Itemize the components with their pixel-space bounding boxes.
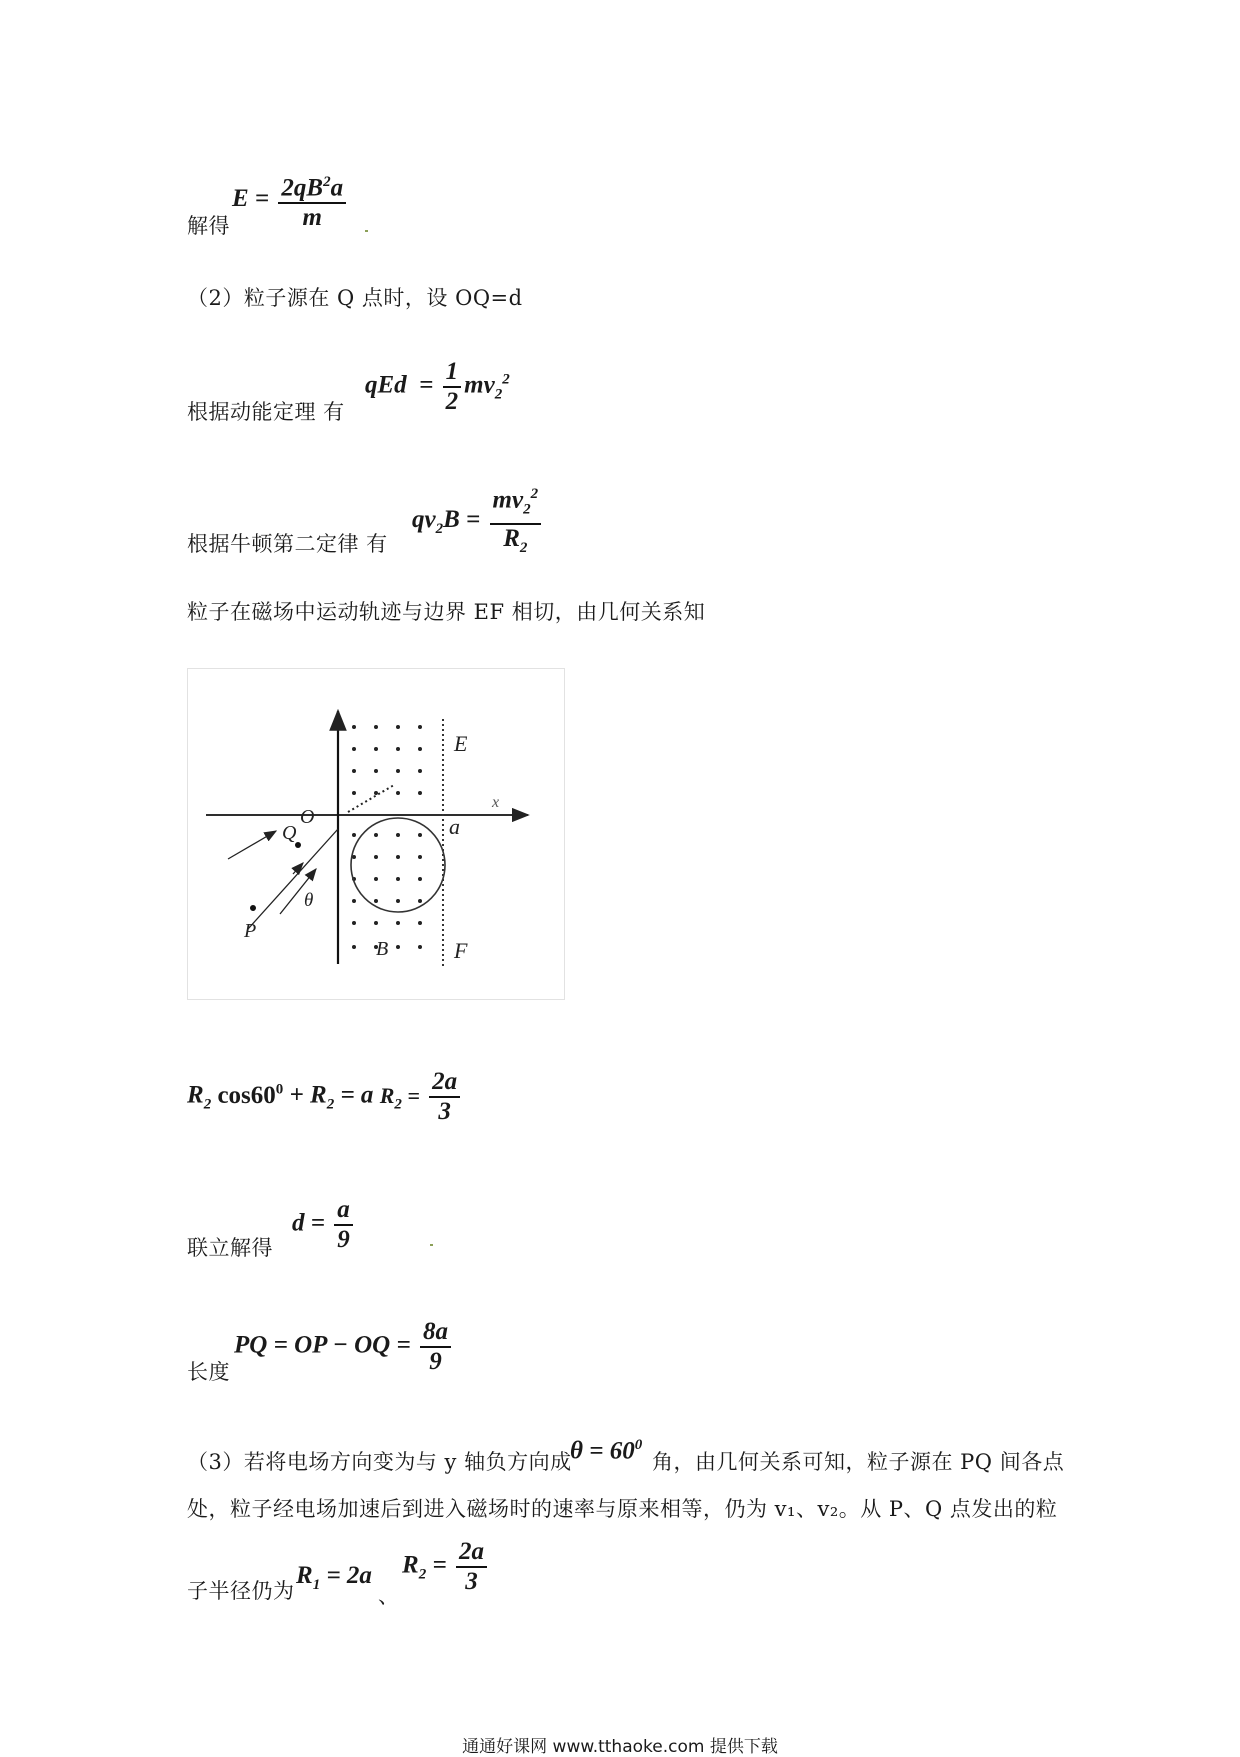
combine-label: 联立解得 [187,1236,273,1260]
label-theta: θ [304,890,314,911]
field-dot [418,877,422,881]
field-dot [374,725,378,729]
field-dot [374,877,378,881]
trajectory-circle [351,818,445,912]
field-dot [374,747,378,751]
label-q: Q [282,822,297,844]
tangent-text: 粒子在磁场中运动轨迹与边界 EF 相切，由几何关系知 [187,600,706,624]
field-dot [352,747,356,751]
field-dot [374,899,378,903]
artifact-mark-2 [430,1244,433,1246]
solve-label-1: 解得 [187,214,230,238]
field-dot [396,921,400,925]
field-dot [396,747,400,751]
label-e: E [454,731,468,756]
label-b: B [376,938,389,960]
field-dot [418,921,422,925]
radius-dotted [348,785,394,812]
equation-d: d = $\frac{a}{9}$ [292,1196,356,1254]
field-dot [374,769,378,773]
part3-line3: 子半径仍为 [187,1579,295,1603]
particle-line-2 [248,829,338,929]
physics-diagram [187,668,565,1000]
field-dot [374,921,378,925]
field-dot [374,855,378,859]
particle-line-1 [228,831,276,859]
field-dot [396,899,400,903]
footer-text: 通通好课网 www.tthaoke.com 提供下载 [462,1737,778,1757]
equation-kinetic: qEd = $\frac{1}{2}$ $mv_2^2$ [365,358,510,415]
equation-newton: $qv_2B$ = $\frac{mv_2^2}{R_2}$ [412,480,544,562]
part3-line1: （3）若将电场方向变为与 y 轴负方向成 [187,1450,572,1474]
field-dot [352,791,356,795]
field-dot [418,769,422,773]
part3-line2: 处，粒子经电场加速后到进入磁场时的速率与原来相等，仍为 v₁、v₂。从 P、Q 点发出的粒 [187,1497,1058,1521]
field-dot [396,945,400,949]
particle-line-2-head [293,863,303,874]
field-dot [396,855,400,859]
equation-r2-final: $R_2$ = $\frac{2a}{3}$ [402,1538,490,1596]
field-dot [418,855,422,859]
kinetic-theorem-label: 根据动能定理 有 [187,400,345,424]
field-dot [352,725,356,729]
field-dot [396,877,400,881]
field-dot [418,725,422,729]
equation-r1: $R_1 = 2a$ [296,1562,372,1593]
field-dot [418,791,422,795]
label-o: O [300,806,315,828]
field-dot [352,899,356,903]
part3-line1-end: 角，由几何关系可知，粒子源在 PQ 间各点 [652,1450,1065,1474]
equation-pq: PQ = OP − OQ = $\frac{8a}{9}$ [234,1318,454,1376]
newton-law-label: 根据牛顿第二定律 有 [187,532,388,556]
field-dot [396,769,400,773]
field-dot [396,833,400,837]
equation-geometry: $R_2$ $\cos 60^0 + R_2 = a$ $R_2$ = $\frac{2a}{3}$ [187,1068,463,1126]
equation-E: E = $\frac{2qB^2a}{m}$ [232,168,349,232]
field-dot [396,791,400,795]
field-dot [418,899,422,903]
part3-separator: 、 [378,1584,400,1608]
field-dot [374,791,378,795]
point-p [250,905,256,911]
label-a: a [449,814,460,839]
field-dot [418,945,422,949]
field-dot [352,921,356,925]
label-f: F [454,938,468,963]
artifact-mark [365,230,368,232]
label-p: P [244,920,257,942]
field-dot [418,747,422,751]
part2-intro: （2）粒子源在 Q 点时，设 OQ=d [187,286,523,310]
field-dot [418,833,422,837]
label-x: x [492,794,500,811]
field-dot [352,769,356,773]
field-dot [374,833,378,837]
length-label: 长度 [187,1360,230,1384]
field-dot [352,945,356,949]
equation-theta: $\theta = 60^0$ [570,1437,643,1465]
field-dot [396,725,400,729]
field-dot [352,833,356,837]
